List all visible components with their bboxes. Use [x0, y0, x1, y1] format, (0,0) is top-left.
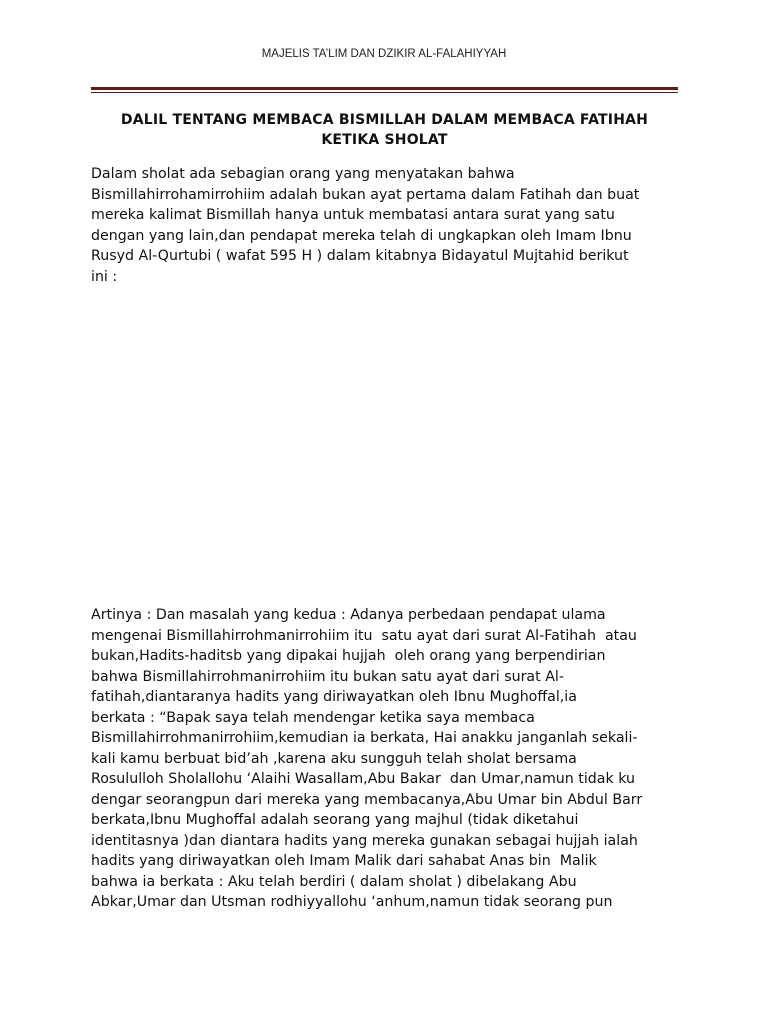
paragraph-line: Rosululloh Sholallohu ‘Alaihi Wasallam,Abu Bakar dan Umar,namun tidak ku	[91, 771, 635, 787]
title-line: KETIKA SHOLAT	[321, 132, 448, 148]
paragraph-line: bukan,Hadits-haditsb yang dipakai hujjah oleh orang yang berpendirian	[91, 648, 606, 664]
document-title	[91, 110, 678, 150]
paragraph-line: kali kamu berbuat bid’ah ,karena aku sungguh telah sholat bersama	[91, 750, 577, 767]
paragraph-line: identitasnya )dan diantara hadits yang mereka gunakan sebagai hujjah ialah	[91, 832, 638, 849]
header-rule-thick	[91, 87, 678, 90]
paragraph-line: Rusyd Al-Qurtubi ( wafat 595 H ) dalam kitabnya Bidayatul Mujtahid berikut	[91, 248, 629, 264]
paragraph-line: dengan yang lain,dan pendapat mereka telah di ungkapkan oleh Imam Ibnu	[91, 227, 632, 244]
paragraph-line: Artinya : Dan masalah yang kedua : Adanya perbedaan pendapat ulama	[91, 607, 606, 623]
paragraph-intro	[91, 164, 691, 287]
paragraph-line: Abkar,Umar dan Utsman rodhiyyallohu ‘anhum,namun tidak seorang pun	[91, 894, 613, 910]
paragraph-line: bahwa ia berkata : Aku telah berdiri ( dalam sholat ) dibelakang Abu	[91, 873, 577, 890]
header-rule-thin	[91, 92, 678, 93]
paragraph-line: Bismillahirrohamirrohiim adalah bukan ayat pertama dalam Fatihah dan buat	[91, 186, 640, 203]
paragraph-line: Dalam sholat ada sebagian orang yang menyatakan bahwa	[91, 166, 515, 182]
document-header: MAJELIS TA’LIM DAN DZIKIR AL-FALAHIYYAH	[261, 48, 507, 60]
paragraph-line: fatihah,diantaranya hadits yang diriwayatkan oleh Ibnu Mughoffal,ia	[91, 689, 577, 705]
paragraph-line: hadits yang diriwayatkan oleh Imam Malik dari sahabat Anas bin Malik	[91, 853, 597, 869]
title-line: DALIL TENTANG MEMBACA BISMILLAH DALAM MEMBACA FATIHAH	[120, 112, 649, 128]
paragraph-line: mengenai Bismillahirrohmanirrohiim itu satu ayat dari surat Al-Fatihah atau	[91, 627, 637, 644]
paragraph-line: dengar seorangpun dari mereka yang membacanya,Abu Umar bin Abdul Barr	[91, 791, 643, 808]
paragraph-line: mereka kalimat Bismillah hanya untuk membatasi antara surat yang satu	[91, 207, 615, 223]
paragraph-line: Bismillahirrohmanirrohiim,kemudian ia berkata, Hai anakku janganlah sekali-	[91, 730, 638, 746]
paragraph-line: berkata : “Bapak saya telah mendengar ketika saya membaca	[91, 709, 535, 726]
paragraph-line: bahwa Bismillahirrohmanirrohiim itu bukan satu ayat dari surat Al-	[91, 668, 564, 685]
paragraph-line: berkata,Ibnu Mughoffal adalah seorang yang majhul (tidak diketahui	[91, 812, 579, 828]
paragraph-line: ini :	[91, 268, 118, 285]
paragraph-translation	[91, 605, 691, 913]
